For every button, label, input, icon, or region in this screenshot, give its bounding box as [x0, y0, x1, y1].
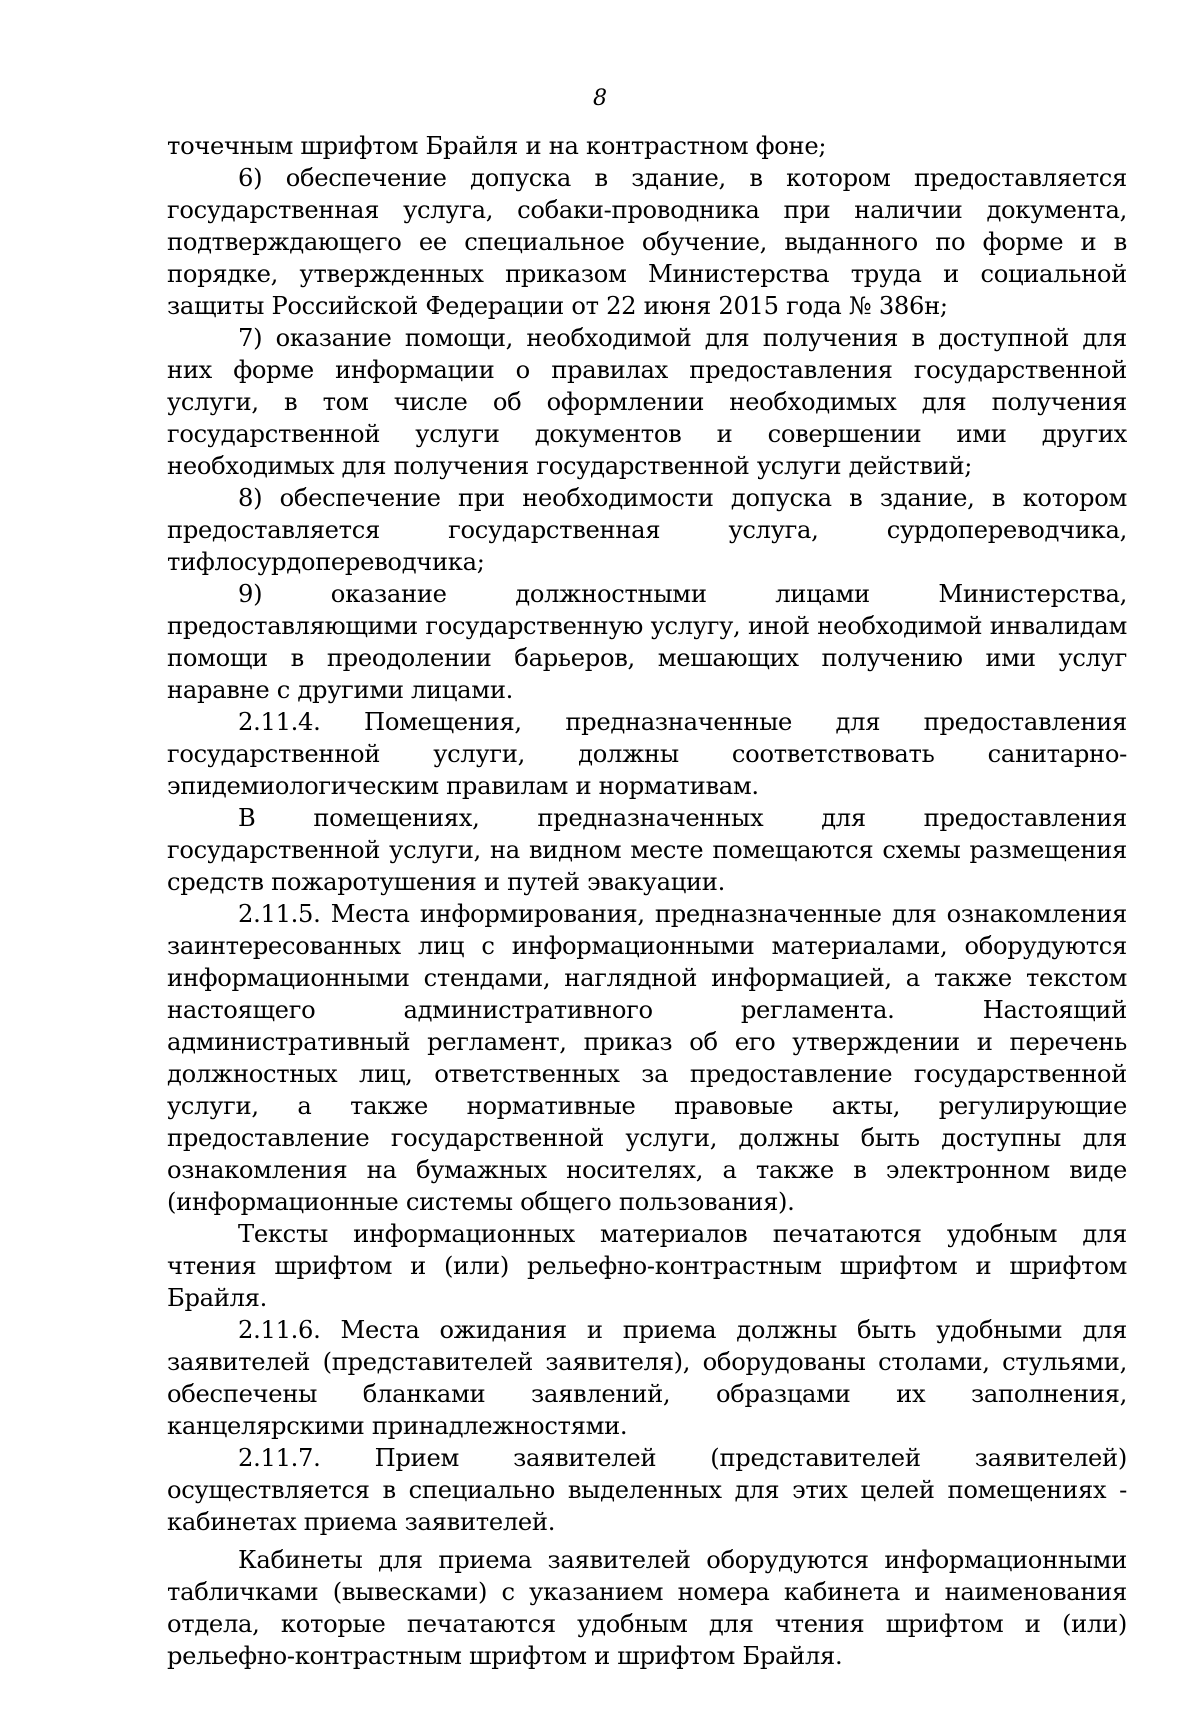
page-number: 8: [593, 86, 607, 111]
document-body: [167, 130, 1127, 1672]
paragraph-11: 2.11.7. Прием заявителей (представителей заявителей) осуществляется в специально выделенных для этих целей помещениях - кабинетах приема заявителей.: [167, 1444, 1127, 1536]
paragraph-9: Тексты информационных материалов печатаются удобным для чтения шрифтом и (или) рельефно-контрастным шрифтом и шрифтом Брайля.: [167, 1220, 1127, 1312]
paragraph-4: 8) обеспечение при необходимости допуска в здание, в котором предоставляется государственная услуга, сурдопереводчика, тифлосурдопереводчика;: [167, 484, 1127, 576]
paragraph-2: 6) обеспечение допуска в здание, в котором предоставляется государственная услуга, собаки-проводника при наличии документа, подтверждающего ее специальное обучение, выданного по форме и в порядке, утвержденных приказом Министерства труда и социальной защиты Российской Федерации от 22 июня 2015 года № 386н;: [167, 164, 1127, 320]
paragraph-5: 9) оказание должностными лицами Министерства, предоставляющими государственную услугу, иной необходимой инвалидам помощи в преодолении барьеров, мешающих получению ими услуг наравне с другими лицами.: [167, 580, 1127, 704]
paragraph-3: 7) оказание помощи, необходимой для получения в доступной для них форме информации о правилах предоставления государственной услуги, в том числе об оформлении необходимых для получения государственной услуги документов и совершении ими других необходимых для получения государственной услуги действий;: [167, 324, 1127, 480]
paragraph-10: 2.11.6. Места ожидания и приема должны быть удобными для заявителей (представителей заявителя), оборудованы столами, стульями, обеспечены бланками заявлений, образцами их заполнения, канцелярскими принадлежностями.: [167, 1316, 1127, 1440]
paragraph-1: точечным шрифтом Брайля и на контрастном фоне;: [167, 132, 827, 160]
paragraph-8: 2.11.5. Места информирования, предназначенные для ознакомления заинтересованных лиц с информационными материалами, оборудуются информационными стендами, наглядной информацией, а также текстом настоящего административного регламента. Настоящий административный регламент, приказ об его утверждении и перечень должностных лиц, ответственных за предоставление государственной услуги, а также нормативные правовые акты, регулирующие предоставление государственной услуги, должны быть доступны для ознакомления на бумажных носителях, а также в электронном виде (информационные системы общего пользования).: [167, 900, 1127, 1216]
paragraph-12: Кабинеты для приема заявителей оборудуются информационными табличками (вывесками) с указанием номера кабинета и наименования отдела, которые печатаются удобным для чтения шрифтом и (или) рельефно-контрастным шрифтом и шрифтом Брайля.: [167, 1546, 1127, 1670]
paragraph-7: В помещениях, предназначенных для предоставления государственной услуги, на видном месте помещаются схемы размещения средств пожаротушения и путей эвакуации.: [167, 804, 1127, 896]
paragraph-6: 2.11.4. Помещения, предназначенные для предоставления государственной услуги, должны соответствовать санитарно-эпидемиологическим правилам и нормативам.: [167, 708, 1127, 800]
